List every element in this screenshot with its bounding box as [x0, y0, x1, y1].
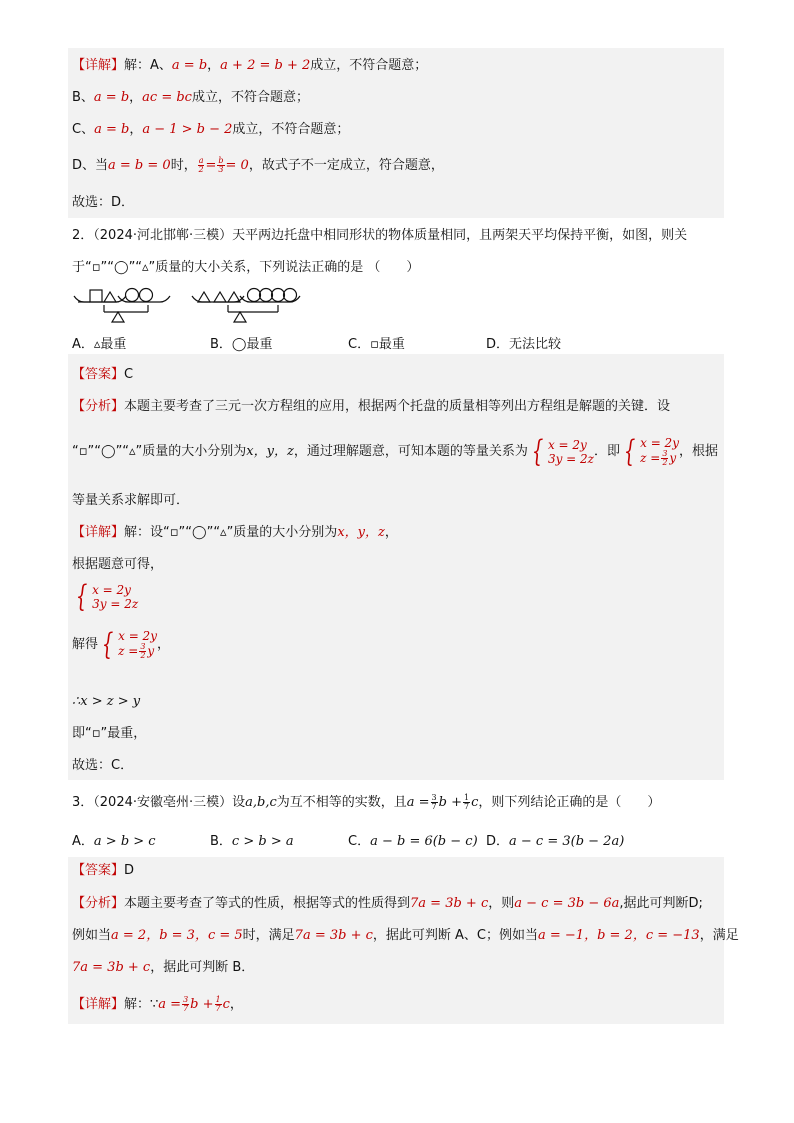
q2-analysis-line3: 等量关系求解即可． — [72, 493, 190, 508]
q3-option-d[interactable]: D．a − c = 3(b − 2a) — [486, 834, 625, 849]
fraction: $\frac{a}{2}$ — [198, 156, 204, 174]
q2-detail-line2: 根据题意可得， — [72, 557, 164, 572]
fraction: $\frac{1}{7}$ — [464, 793, 470, 811]
triangle-shape — [104, 292, 116, 302]
q2-analysis-line1: 【分析】本题主要考查了三元一次方程组的应用，根据两个托盘的质量相等列出方程组是解题的关键．设 — [72, 399, 671, 414]
circle-shape — [260, 289, 273, 302]
q3-option-a[interactable]: A．a > b > c — [72, 834, 156, 849]
fraction: $\frac{3}{7}$ — [431, 793, 437, 811]
analysis-tag: 【分析】 — [72, 896, 125, 911]
q2-stem-line2: 于“▫”“◯”“▵”质量的大小关系，下列说法正确的是 （ ） — [72, 260, 420, 275]
equation-system: { x = 2y 3y = 2z — [531, 433, 594, 469]
circle-shape — [284, 289, 297, 302]
q2-answer: 【答案】C — [72, 367, 134, 382]
q3-option-b[interactable]: B．c > b > a — [210, 834, 294, 849]
scale1-fulcrum — [112, 312, 124, 322]
fraction: $\frac{3}{2}$ — [140, 642, 146, 660]
detail-tag: 【详解】 — [72, 58, 125, 73]
q2-detail-order: ∴x > z > y — [72, 694, 141, 709]
fraction: $\frac{1}{7}$ — [215, 995, 221, 1013]
fraction: $\frac{b}{3}$ — [218, 156, 224, 174]
q3-analysis-line3: 7a = 3b + c，据此可判断 B． — [72, 960, 255, 975]
q2-option-b[interactable]: B．◯最重 — [210, 337, 273, 352]
q2-detail-conclusion: 即“▫”最重， — [72, 726, 147, 741]
answer-tag: 【答案】 — [72, 863, 125, 878]
q1-detail-line3: C、a = b，a − 1 > b − 2成立，不符合题意； — [72, 122, 350, 137]
answer-tag: 【答案】 — [72, 367, 125, 382]
q3-stem: 3．（2024·安徽亳州·三模）设a,b,c为互不相等的实数，且a = $\frac{3}{7}$ b + $\frac{1}{7}$ c，则下列结论正确的是（ ） — [72, 793, 661, 811]
analysis-tag: 【分析】 — [72, 399, 125, 414]
q2-stem-line1: 2．（2024·河北邯郸·三模）天平两边托盘中相同形状的物体质量相同，且两架天平均保持平衡，如图，则关 — [72, 228, 688, 243]
q2-option-c[interactable]: C．▫最重 — [348, 337, 405, 352]
square-shape — [90, 290, 102, 302]
q3-detail-line1: 【详解】解：∵a = $\frac{3}{7}$ b + $\frac{1}{7}$ c， — [72, 995, 243, 1013]
circle-shape — [272, 289, 285, 302]
equation-system: { x = 2y z = $\frac{3}{2}$ y — [101, 626, 157, 662]
q2-detail-line1: 【详解】解：设“▫”“◯”“▵”质量的大小分别为x，y，z， — [72, 525, 398, 540]
q3-option-c[interactable]: C．a − b = 6(b − c) — [348, 834, 478, 849]
q1-detail-line1: 【详解】解：A、a = b，a + 2 = b + 2成立，不符合题意； — [72, 58, 428, 73]
q1-choice-line: 故选：D． — [72, 195, 135, 210]
q3-analysis-line2: 例如当a = 2，b = 3，c = 5时，满足7a = 3b + c，据此可判断 A、C；例如当a = −1，b = 2，c = −13，满足 — [72, 928, 739, 943]
fraction: $\frac{3}{2}$ — [662, 449, 668, 467]
balance-figure — [68, 282, 308, 326]
q3-answer: 【答案】D — [72, 863, 135, 878]
q1-detail-line4: D、当a = b = 0时， $\frac{a}{2}$ = $\frac{b}{3}$ = 0，故式子不一定成立，符合题意， — [72, 156, 444, 174]
triangle-shape — [228, 292, 240, 302]
equation-system: { x = 2y z = $\frac{3}{2}$ y — [623, 433, 679, 469]
solution-block-q2 — [68, 354, 724, 780]
fraction: $\frac{3}{7}$ — [183, 995, 189, 1013]
q2-option-a[interactable]: A．▵最重 — [72, 337, 127, 352]
q1-detail-line2: B、a = b，ac = bc成立，不符合题意； — [72, 90, 309, 105]
q3-analysis-line1: 【分析】本题主要考查了等式的性质，根据等式的性质得到7a = 3b + c，则a − c = 3b − 6a,据此可判断D; — [72, 896, 703, 911]
q2-detail-solve: 解得 { x = 2y z = $\frac{3}{2}$ y ， — [72, 626, 170, 662]
scale2-fulcrum — [234, 312, 246, 322]
triangle-shape — [198, 292, 210, 302]
q2-option-d[interactable]: D．无法比较 — [486, 337, 562, 352]
triangle-shape — [214, 292, 226, 302]
detail-tag: 【详解】 — [72, 997, 125, 1012]
q2-analysis-line2: “▫”“◯”“▵”质量的大小分别为x，y，z，通过理解题意，可知本题的等量关系为 { x = 2y 3y = 2z ．即 { x = 2y z = $\frac{3}{2}$ y ，根据 — [72, 433, 718, 469]
circle-shape — [126, 289, 139, 302]
circle-shape — [248, 289, 261, 302]
equation-system: { x = 2y 3y = 2z — [75, 579, 139, 614]
q2-detail-system — [72, 579, 139, 614]
circle-shape — [140, 289, 153, 302]
q2-choice-line: 故选：C． — [72, 758, 134, 773]
detail-tag: 【详解】 — [72, 525, 125, 540]
